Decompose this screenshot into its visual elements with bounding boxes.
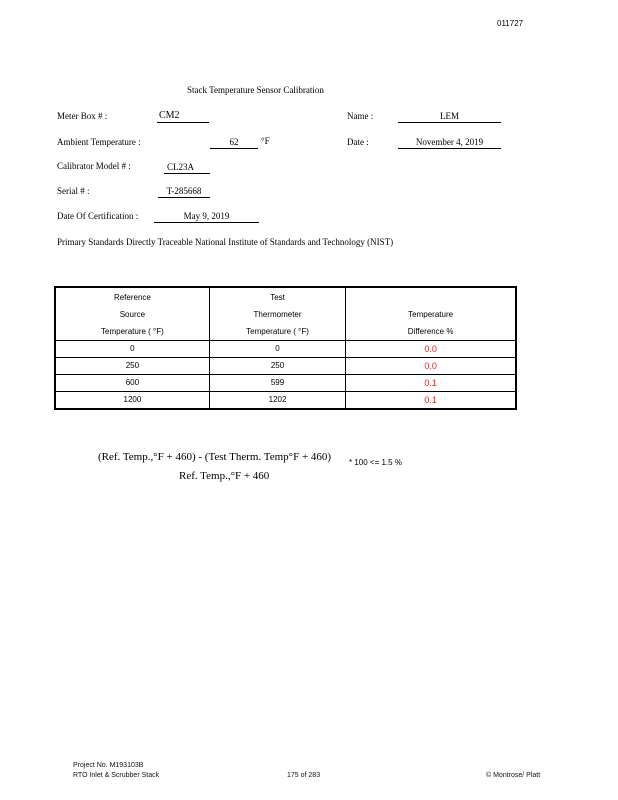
ref-temp-cell: 600: [55, 375, 209, 392]
formula-numerator: (Ref. Temp.,°F + 460) - (Test Therm. Temp°F + 460): [98, 451, 332, 463]
footer-location: RTO Inlet & Scrubber Stack: [73, 772, 160, 779]
ambient-temperature-unit: °F: [261, 136, 270, 146]
test-temp-cell: 250: [209, 358, 345, 375]
difference-cell: 0.0: [346, 358, 516, 375]
serial-label: Serial # :: [57, 186, 90, 196]
page-number: 011727: [497, 19, 524, 28]
ref-temp-cell: 1200: [55, 392, 209, 410]
ref-temp-cell: 250: [55, 358, 209, 375]
date-label: Date :: [347, 137, 369, 147]
header-test: Test Thermometer Temperature ( °F): [209, 287, 345, 341]
meter-box-label: Meter Box # :: [57, 111, 108, 121]
certification-date-label: Date Of Certification :: [57, 211, 139, 221]
calibration-table: [54, 286, 517, 410]
test-temp-cell: 0: [209, 341, 345, 358]
ambient-temperature-label: Ambient Temperature :: [57, 137, 141, 147]
name-value: LEM: [398, 110, 501, 123]
header-reference: Reference Source Temperature ( °F): [55, 287, 209, 341]
table-row: [55, 341, 516, 358]
calibrator-model-value: CL23A: [164, 161, 210, 174]
calibrator-model-label: Calibrator Model # :: [57, 161, 131, 171]
header-difference: Temperature Difference %: [346, 287, 516, 341]
formula-condition: * 100 <= 1.5 %: [349, 458, 402, 467]
table-header-row: [55, 287, 516, 341]
table-row: [55, 375, 516, 392]
footer-project: Project No. M193103B: [73, 762, 144, 769]
page-title: Stack Temperature Sensor Calibration: [187, 85, 324, 95]
standards-note: Primary Standards Directly Traceable National Institute of Standards and Technology (NIST): [57, 237, 394, 247]
difference-cell: 0.0: [346, 341, 516, 358]
difference-cell: 0.1: [346, 375, 516, 392]
difference-cell: 0.1: [346, 392, 516, 410]
footer-company: © Montrose/ Platt: [486, 772, 541, 779]
serial-value: T-285668: [158, 185, 210, 198]
meter-box-value: CM2: [157, 110, 209, 123]
footer-page: 175 of 283: [287, 772, 321, 779]
name-label: Name :: [347, 111, 374, 121]
certification-date-value: May 9, 2019: [154, 210, 259, 223]
formula-denominator: Ref. Temp.,°F + 460: [179, 470, 270, 482]
test-temp-cell: 1202: [209, 392, 345, 410]
date-value: November 4, 2019: [398, 136, 501, 149]
table-row: [55, 358, 516, 375]
ambient-temperature-value: 62: [210, 136, 258, 149]
table-row: [55, 392, 516, 410]
ref-temp-cell: 0: [55, 341, 209, 358]
test-temp-cell: 599: [209, 375, 345, 392]
